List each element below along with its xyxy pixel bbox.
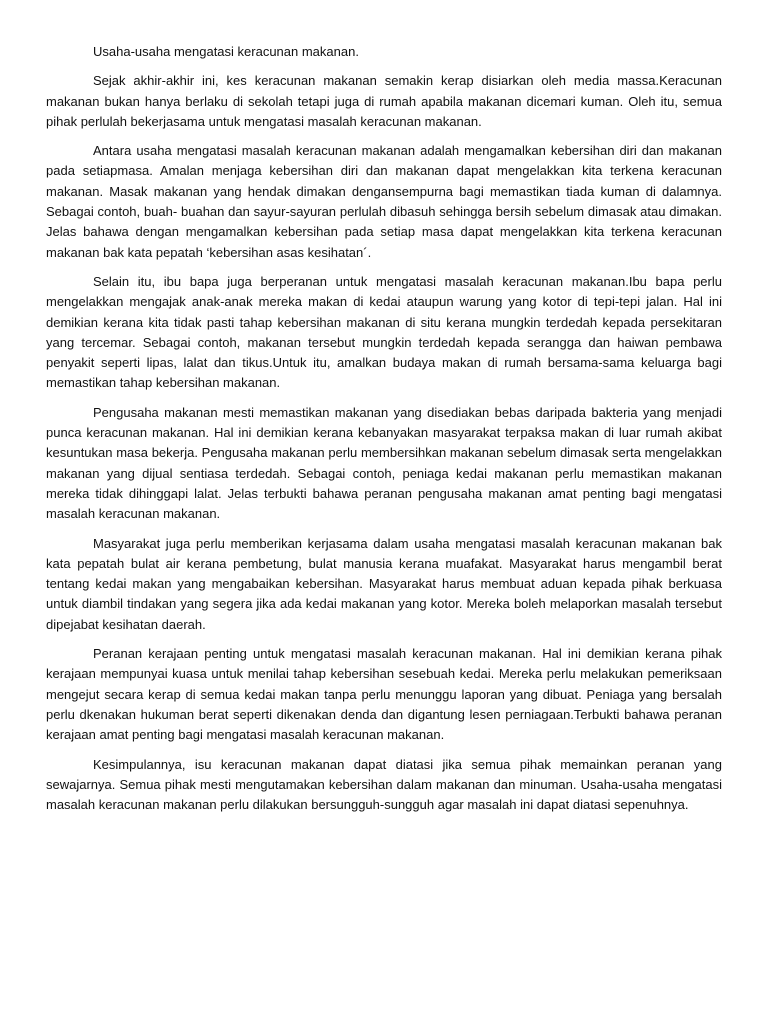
paragraph-intro: Sejak akhir-akhir ini, kes keracunan makanan semakin kerap disiarkan oleh media massa.Keracunan makanan bukan hanya berlaku di sekolah tetapi juga di rumah apabila makanan dicemari kuman. Oleh itu, semua pihak perlulah bekerjasama untuk mengatasi masalah keracunan makanan.: [46, 73, 722, 129]
document-title: Usaha-usaha mengatasi keracunan makanan.: [93, 44, 359, 59]
paragraph-personal-hygiene: Antara usaha mengatasi masalah keracunan makanan adalah mengamalkan kebersihan diri dan makanan pada setiapmasa. Amalan menjaga kebersihan diri dan makanan dapat mengelakkan kita terkena keracunan makanan. Masak makanan yang hendak dimakan dengansempurna bagi memastikan tiada kuman di dalamnya. Sebagai contoh, buah- buahan dan sayur-sayuran perlulah dibasuh sehingga bersih sebelum dimasak atau dimakan. Jelas bahawa dengan mengamalkan kebersihan pada setiap masa dapat mengelakkan kita terkena keracunan makanan bak kata pepatah ‘kebersihan asas kesihatan´.: [46, 143, 722, 260]
paragraph-food-operators: Pengusaha makanan mesti memastikan makanan yang disediakan bebas daripada bakteria yang menjadi punca keracunan makanan. Hal ini demikian kerana kebanyakan masyarakat terpaksa makan di luar rumah akibat kesuntukan masa bekerja. Pengusaha makanan perlu membersihkan makanan sebelum dimasak serta mengelakkan makanan yang dijual sentiasa terdedah. Sebagai contoh, peniaga kedai makanan perlu memastikan makanan mereka tidak dihinggapi lalat. Jelas terbukti bahawa peranan pengusaha makanan amat penting bagi mengatasi masalah keracunan makanan.: [46, 404, 722, 522]
document-page: [46, 42, 722, 824]
paragraph-government: Peranan kerajaan penting untuk mengatasi masalah keracunan makanan. Hal ini demikian kerana pihak kerajaan mempunyai kuasa untuk menilai tahap kebersihan sesebuah kedai. Mereka perlu melakukan pemeriksaan mengejut secara kerap di semua kedai makan tanpa perlu menunggu laporan yang dibuat. Peniaga yang bersalah perlu dkenakan hukuman berat seperti dikenakan denda dan digantung lesen perniagaan.Terbukti bahawa peranan kerajaan amat penting bagi mengatasi masalah keracunan makanan.: [46, 646, 722, 743]
paragraph-parents: Selain itu, ibu bapa juga berperanan untuk mengatasi masalah keracunan makanan.Ibu bapa perlu mengelakkan mengajak anak-anak mereka makan di kedai ataupun warung yang kotor di tepi-tepi jalan. Hal ini demikian kerana kita tidak pasti tahap kebersihan makanan di situ kerana mungkin terdedah kepada persekitaran yang tercemar. Sebagai contoh, makanan tersebut mungkin terdedah kepada serangga dan haiwan pembawa penyakit seperti lipas, lalat dan tikus.Untuk itu, amalkan budaya makan di rumah bersama-sama keluarga bagi memastikan tahap kebersihan makanan.: [46, 273, 722, 391]
paragraph-conclusion: Kesimpulannya, isu keracunan makanan dapat diatasi jika semua pihak memainkan peranan yang sewajarnya. Semua pihak mesti mengutamakan kebersihan dalam makanan dan minuman. Usaha-usaha mengatasi masalah keracunan makanan perlu dilakukan bersungguh-sungguh agar masalah ini dapat diatasi sepenuhnya.: [46, 756, 722, 813]
paragraph-community: Masyarakat juga perlu memberikan kerjasama dalam usaha mengatasi masalah keracunan makanan bak kata pepatah bulat air kerana pembetung, bulat manusia kerana muafakat. Masyarakat harus mengambil berat tentang kedai makan yang mengabaikan kebersihan. Masyarakat harus membuat aduan kepada pihak berkuasa untuk diambil tindakan yang segera jika ada kedai makanan yang kotor. Mereka boleh melaporkan masalah tersebut dipejabat kesihatan daerah.: [46, 535, 722, 632]
